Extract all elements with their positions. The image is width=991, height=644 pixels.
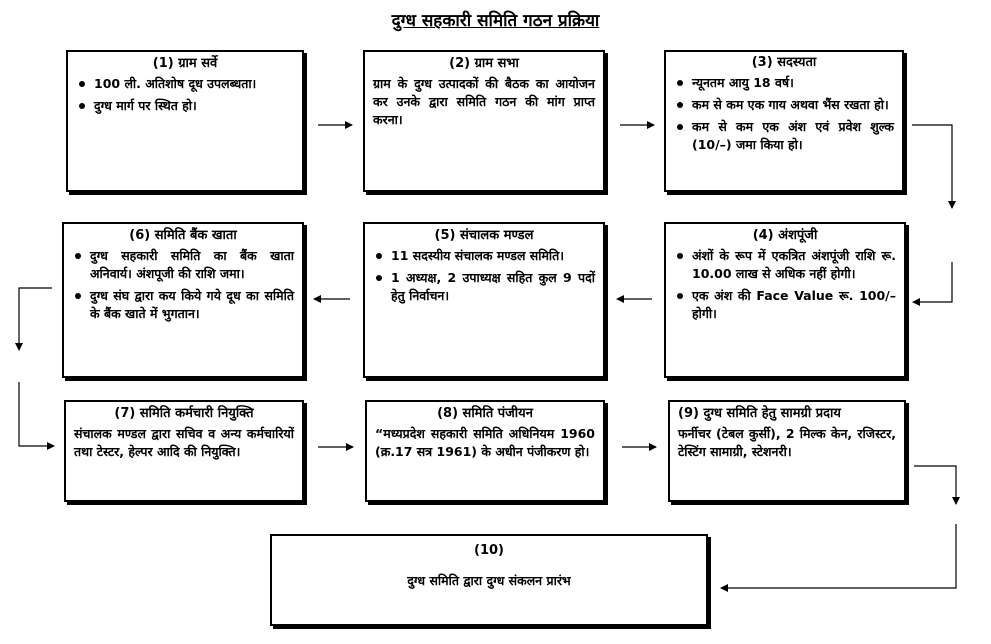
step-3-heading: (3) सदस्यता xyxy=(751,55,817,70)
step-4-bullet-2: एक अंश की Face Value रू. 100/– होगी। xyxy=(692,287,896,321)
step-6-heading: (6) समिति बैंक खाता xyxy=(129,228,237,243)
arrow-into-4 xyxy=(913,262,952,302)
step-5-bullet-2: 1 अध्यक्ष, 2 उपाध्यक्ष सहित कुल 9 पदों हेतु निर्वाचन। xyxy=(391,270,595,303)
arrow-6-to-7-right xyxy=(19,382,54,446)
step-1-heading: (1) ग्राम सर्वे xyxy=(152,56,218,71)
diagram-title: दुग्ध सहकारी समिति गठन प्रक्रिया xyxy=(391,11,600,31)
step-3-bullet-1: न्यूनतम आयु 18 वर्ष। xyxy=(692,74,894,92)
step-3-bullet-3: कम से कम एक अंश एवं प्रवेश शुल्क (10/–) जमा किया हो। xyxy=(692,118,894,152)
step-4-heading: (4) अंशपूंजी xyxy=(752,228,818,243)
step-1-bullet-1: 100 ली. अतिशोष दूध उपलब्धता। xyxy=(94,75,294,93)
step-2-text: ग्राम के दुग्ध उत्पादकों की बैठक का आयोजन कर उनके द्वारा समिति गठन की मांग प्राप्त करना। xyxy=(373,76,595,127)
step-5-heading: (5) संचालक मण्डल xyxy=(434,228,534,243)
step-2-heading: (2) ग्राम सभा xyxy=(449,56,519,71)
step-8-heading: (8) समिति पंजीयन xyxy=(437,406,533,421)
step-10-text: दुग्ध समिति द्वारा दुग्ध संकलन प्रारंभ xyxy=(407,573,571,589)
arrow-6-to-7-down xyxy=(19,288,52,350)
step-3-bullet-2: कम से कम एक गाय अथवा भैंस रखता हो। xyxy=(692,96,894,114)
arrow-9-to-10-left xyxy=(721,524,956,588)
step-8-text: “मध्यप्रदेश सहकारी समिति अधिनियम 1960 (क्र.17 सत्र 1961) के अधीन पंजीकरण हो। xyxy=(375,426,595,460)
step-1-bullet-2: दुग्ध मार्ग पर स्थित हो। xyxy=(94,97,294,115)
step-6-bullet-2: दुग्ध संघ द्वारा कय किये गये दूध का समिति के बैंक खाते में भुगतान। xyxy=(90,287,294,321)
step-6-bullet-1: दुग्ध सहकारी समिति का बैंक खाता अनिवार्य। अंशपूजी की राशि जमा। xyxy=(90,248,294,282)
step-7-text: संचालक मण्डल द्वारा सचिव व अन्य कर्मचारियों तथा टेस्टर, हेल्पर आदि की नियुक्ति। xyxy=(74,426,294,460)
arrow-3-to-4 xyxy=(912,125,952,208)
step-7-heading: (7) समिति कर्मचारी नियुक्ति xyxy=(114,406,254,421)
arrow-9-to-10-down xyxy=(914,466,956,504)
step-9-heading: (9) दुग्ध समिति हेतु सामग्री प्रदाय xyxy=(678,406,841,421)
step-5-bullet-1: 11 सदस्यीय संचालक मण्डल समिति। xyxy=(391,247,595,265)
step-4-bullet-1: अंशों के रूप में एकत्रित अंशपूंजी राशि रू. 10.00 लाख से अधिक नहीं होगी। xyxy=(692,248,896,282)
step-10-heading: (10) xyxy=(474,543,504,558)
step-9-text: फर्नीचर (टेबल कुर्सी), 2 मिल्क केन, रजिस्टर, टेस्टिंग सामाग्री, स्टेशनरी। xyxy=(678,426,896,460)
